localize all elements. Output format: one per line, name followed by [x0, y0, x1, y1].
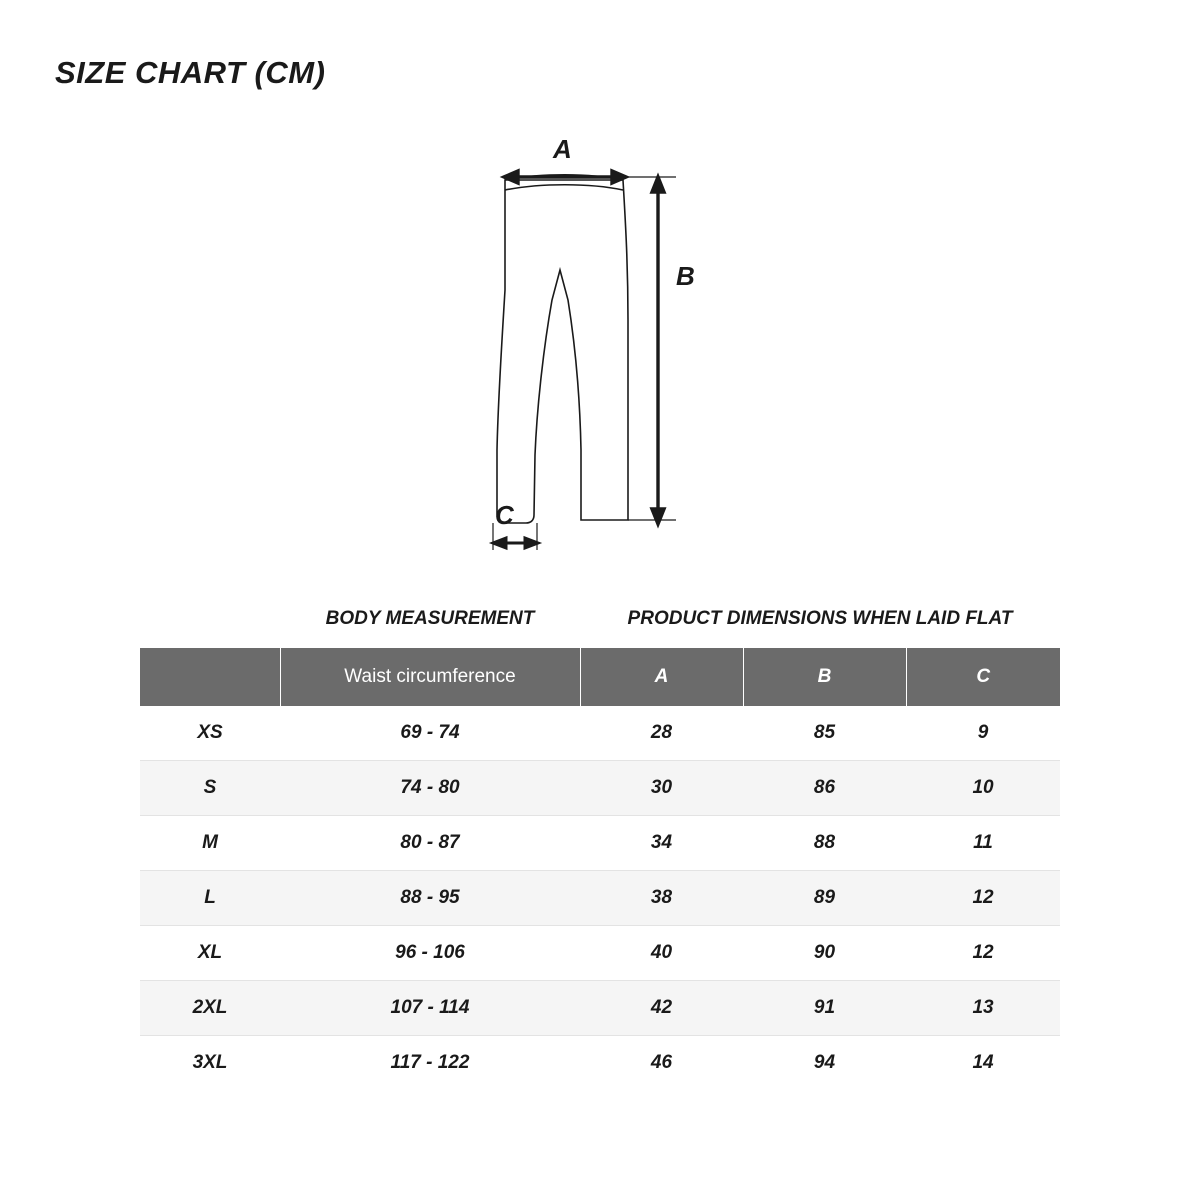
- cell-c: 10: [906, 761, 1060, 816]
- group-header-body-measurement: BODY MEASUREMENT: [280, 608, 580, 648]
- pants-diagram: [440, 120, 760, 560]
- cell-b: 86: [743, 761, 906, 816]
- column-header-size: [140, 648, 280, 706]
- cell-c: 12: [906, 926, 1060, 981]
- group-header-blank: [140, 608, 280, 648]
- cell-waist: 107 - 114: [280, 981, 580, 1036]
- cell-waist: 80 - 87: [280, 816, 580, 871]
- cell-c: 9: [906, 706, 1060, 761]
- size-chart-table: [140, 608, 1060, 1090]
- column-header-a: A: [580, 648, 743, 706]
- table-row: [140, 871, 1060, 926]
- group-header-row: [140, 608, 1060, 648]
- cell-waist: 96 - 106: [280, 926, 580, 981]
- cell-b: 85: [743, 706, 906, 761]
- table-row: [140, 761, 1060, 816]
- cell-c: 14: [972, 1052, 994, 1073]
- size-table-container: [140, 608, 1060, 1090]
- column-header-row: [140, 648, 1060, 706]
- column-header-b: B: [743, 648, 906, 706]
- column-header-c: C: [906, 648, 1060, 706]
- cell-c: 11: [906, 816, 1060, 871]
- cell-a: 42: [580, 981, 743, 1036]
- cell-size: M: [140, 816, 280, 871]
- cell-b: 91: [743, 981, 906, 1036]
- cell-waist: 74 - 80: [280, 761, 580, 816]
- column-header-waist: Waist circumference: [280, 648, 580, 706]
- cell-size: S: [140, 761, 280, 816]
- table-row: [140, 926, 1060, 981]
- cell-size: XS: [140, 706, 280, 761]
- cell-a: 46: [650, 1052, 673, 1073]
- table-row: [140, 706, 1060, 761]
- label-c: C: [495, 500, 514, 530]
- cell-a: 34: [580, 816, 743, 871]
- cell-b: 90: [743, 926, 906, 981]
- page-title: SIZE CHART (CM): [55, 55, 326, 90]
- cell-b: 88: [743, 816, 906, 871]
- cell-b: 94: [813, 1052, 836, 1073]
- label-a: A: [553, 134, 572, 164]
- label-b: B: [676, 261, 695, 291]
- cell-c: 13: [906, 981, 1060, 1036]
- cell-waist: 69 - 74: [280, 706, 580, 761]
- table-row: [140, 816, 1060, 871]
- cell-b: 89: [743, 871, 906, 926]
- cell-waist: 88 - 95: [280, 871, 580, 926]
- cell-a: 30: [580, 761, 743, 816]
- cell-a: 38: [580, 871, 743, 926]
- table-row: [140, 981, 1060, 1036]
- cell-size: L: [140, 871, 280, 926]
- cell-size: XL: [140, 926, 280, 981]
- cell-size: 2XL: [140, 981, 280, 1036]
- size-table-body: [140, 706, 1060, 1090]
- cell-size: 3XL: [192, 1052, 228, 1073]
- table-row: [140, 1036, 1060, 1091]
- cell-waist: 117 - 122: [390, 1052, 470, 1073]
- cell-a: 40: [580, 926, 743, 981]
- group-header-product-dimensions: PRODUCT DIMENSIONS WHEN LAID FLAT: [580, 608, 1060, 648]
- cell-a: 28: [580, 706, 743, 761]
- cell-c: 12: [906, 871, 1060, 926]
